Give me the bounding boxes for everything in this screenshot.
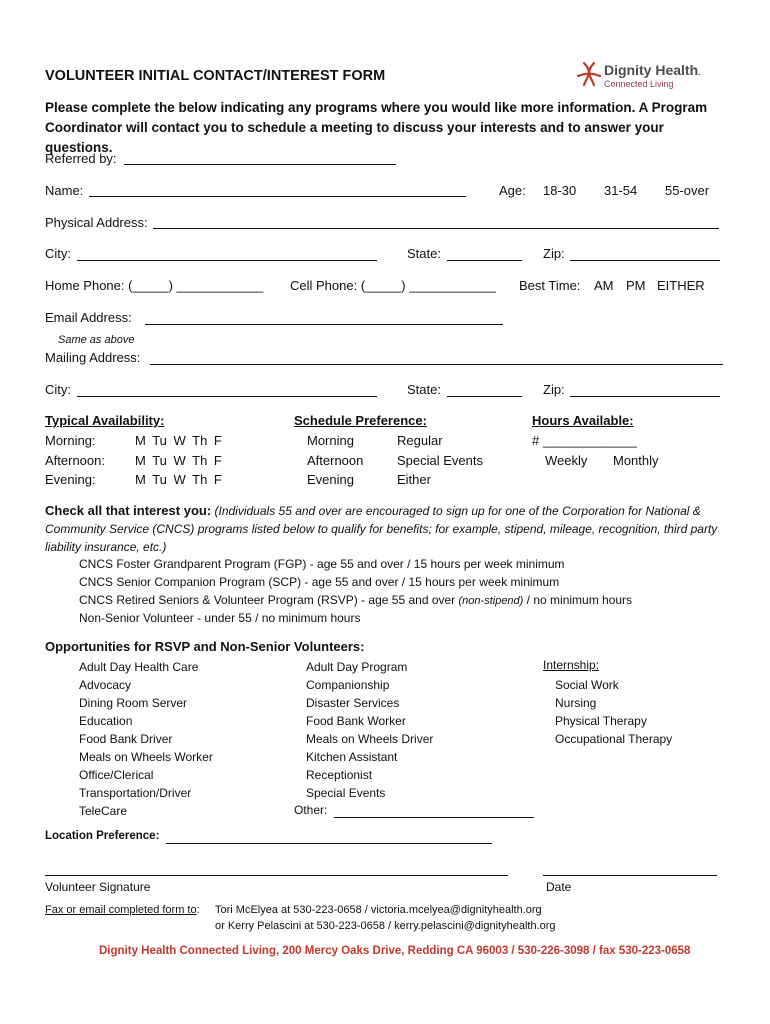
other-label: Other: xyxy=(294,803,328,817)
mailing-address-label: Mailing Address: xyxy=(45,350,141,365)
program-option-rsvp[interactable]: CNCS Retired Seniors & Volunteer Program (RSVP) - age 55 and over (non-stipend) / no minimum hours xyxy=(79,593,633,607)
location-preference-field[interactable] xyxy=(166,843,492,844)
opportunity-option[interactable]: Advocacy xyxy=(79,678,132,692)
internship-option[interactable]: Nursing xyxy=(555,696,597,710)
fax-instructions: Fax or email completed form to: xyxy=(45,904,200,916)
schedule-heading: Schedule Preference: xyxy=(294,413,427,428)
state-field[interactable] xyxy=(447,260,522,261)
availability-days[interactable]: M Tu W Th F xyxy=(135,472,222,487)
internship-heading: Internship: xyxy=(543,658,600,672)
opportunity-option[interactable]: Office/Clerical xyxy=(79,768,154,782)
dignity-health-logo xyxy=(576,60,706,94)
logo-subtitle: Connected Living xyxy=(604,79,674,89)
opportunity-option[interactable]: Transportation/Driver xyxy=(79,786,192,800)
mailing-zip-field[interactable] xyxy=(570,396,720,397)
age-option-18-30[interactable]: 18-30 xyxy=(543,183,577,198)
referred-by-field[interactable] xyxy=(124,164,396,165)
footer-address: Dignity Health Connected Living, 200 Mercy Oaks Drive, Redding CA 96003 / 530-226-3098 / fax 530-223-0658 xyxy=(99,945,691,957)
signature-label: Volunteer Signature xyxy=(45,880,151,894)
schedule-option[interactable]: Special Events xyxy=(397,453,483,468)
flower-logo-icon xyxy=(576,60,602,88)
availability-label: Morning: xyxy=(45,433,96,448)
fax-label: Fax or email completed form to xyxy=(45,904,197,916)
location-preference-label: Location Preference: xyxy=(45,830,160,842)
availability-label: Afternoon: xyxy=(45,453,105,468)
age-option-55-over[interactable]: 55-over xyxy=(665,183,710,198)
cell-phone-field[interactable]: Cell Phone: (_____) ____________ xyxy=(290,278,497,293)
opportunity-option[interactable]: Companionship xyxy=(306,678,390,692)
opportunity-option[interactable]: Disaster Services xyxy=(306,696,400,710)
interests-intro xyxy=(45,502,735,556)
interests-heading: Check all that interest you: xyxy=(45,503,212,518)
name-field[interactable] xyxy=(89,196,466,197)
schedule-option[interactable]: Either xyxy=(397,472,431,487)
best-time-am[interactable]: AM xyxy=(594,278,614,293)
mailing-state-field[interactable] xyxy=(447,396,522,397)
internship-option[interactable]: Occupational Therapy xyxy=(555,732,673,746)
schedule-option[interactable]: Evening xyxy=(307,472,354,487)
mailing-address-field[interactable] xyxy=(150,364,723,365)
email-label: Email Address: xyxy=(45,310,132,325)
city-label: City: xyxy=(45,246,71,261)
availability-label: Evening: xyxy=(45,472,96,487)
contact-kerry: or Kerry Pelascini at 530-223-0658 / kerry.pelascini@dignityhealth.org xyxy=(215,920,556,932)
form-title: VOLUNTEER INITIAL CONTACT/INTEREST FORM xyxy=(45,68,386,84)
availability-heading: Typical Availability: xyxy=(45,413,165,428)
program-option-fgp[interactable]: CNCS Foster Grandparent Program (FGP) - age 55 and over / 15 hours per week minimum xyxy=(79,557,565,571)
signature-field[interactable] xyxy=(45,875,508,876)
physical-address-label: Physical Address: xyxy=(45,215,148,230)
interests-note: (Individuals 55 and over are encouraged to sign up for one of the Corporation for National & Community Service (CNCS) programs listed below to qualify for benefits; for example, stipend, mileage, recognition, third party liability insurance, etc.) xyxy=(45,504,718,554)
zip-label: Zip: xyxy=(543,246,565,261)
program-option-non-senior[interactable]: Non-Senior Volunteer - under 55 / no minimum hours xyxy=(79,611,361,625)
physical-address-field[interactable] xyxy=(153,228,719,229)
date-field[interactable] xyxy=(543,875,717,876)
mailing-city-label: City: xyxy=(45,382,71,397)
mailing-state-label: State: xyxy=(407,382,441,397)
email-field[interactable] xyxy=(145,324,503,325)
opportunity-option[interactable]: Education xyxy=(79,714,133,728)
best-time-label: Best Time: xyxy=(519,278,581,293)
opportunity-option[interactable]: Meals on Wheels Worker xyxy=(79,750,213,764)
best-time-pm[interactable]: PM xyxy=(626,278,646,293)
other-field[interactable] xyxy=(334,817,534,818)
opportunity-option[interactable]: Food Bank Driver xyxy=(79,732,173,746)
internship-list xyxy=(555,676,672,748)
mailing-city-field[interactable] xyxy=(77,396,377,397)
hours-heading: Hours Available: xyxy=(532,413,634,428)
name-label: Name: xyxy=(45,183,84,198)
referred-by-label: Referred by: xyxy=(45,151,117,166)
program-option-scp[interactable]: CNCS Senior Companion Program (SCP) - age 55 and over / 15 hours per week minimum xyxy=(79,575,560,589)
opportunity-option[interactable]: Food Bank Worker xyxy=(306,714,406,728)
internship-option[interactable]: Social Work xyxy=(555,678,619,692)
mailing-zip-label: Zip: xyxy=(543,382,565,397)
city-field[interactable] xyxy=(77,260,377,261)
home-phone-field[interactable]: Home Phone: (_____) ____________ xyxy=(45,278,264,293)
hours-monthly-option[interactable]: Monthly xyxy=(613,453,659,468)
opportunity-option[interactable]: Adult Day Program xyxy=(306,660,408,674)
opportunity-option[interactable]: Dining Room Server xyxy=(79,696,188,710)
hours-weekly-option[interactable]: Weekly xyxy=(545,453,588,468)
age-option-31-54[interactable]: 31-54 xyxy=(604,183,638,198)
opportunities-col1 xyxy=(79,658,213,820)
opportunities-heading: Opportunities for RSVP and Non-Senior Volunteers: xyxy=(45,639,365,654)
same-as-above-option[interactable]: Same as above xyxy=(58,334,135,346)
opportunity-option[interactable]: Special Events xyxy=(306,786,386,800)
opportunities-col2 xyxy=(306,658,433,802)
availability-days[interactable]: M Tu W Th F xyxy=(135,433,222,448)
schedule-option[interactable]: Regular xyxy=(397,433,443,448)
best-time-either[interactable]: EITHER xyxy=(657,278,705,293)
opportunity-option[interactable]: Meals on Wheels Driver xyxy=(306,732,434,746)
contact-tori: Tori McElyea at 530-223-0658 / victoria.mcelyea@dignityhealth.org xyxy=(215,904,542,916)
age-label: Age: xyxy=(499,183,526,198)
internship-option[interactable]: Physical Therapy xyxy=(555,714,647,728)
state-label: State: xyxy=(407,246,441,261)
date-label: Date xyxy=(546,880,572,894)
zip-field[interactable] xyxy=(570,260,720,261)
schedule-option[interactable]: Morning xyxy=(307,433,354,448)
schedule-option[interactable]: Afternoon xyxy=(307,453,364,468)
hours-field[interactable]: # _____________ xyxy=(532,433,637,448)
instructions: Please complete the below indicating any programs where you would like more information. A Program Coordinator will contact you to schedule a meeting to discuss your interests and to answer your questions. xyxy=(45,100,708,155)
opportunity-option[interactable]: TeleCare xyxy=(79,804,128,818)
opportunity-option[interactable]: Adult Day Health Care xyxy=(79,660,199,674)
availability-days[interactable]: M Tu W Th F xyxy=(135,453,222,468)
opportunity-option[interactable]: Receptionist xyxy=(306,768,373,782)
opportunity-option[interactable]: Kitchen Assistant xyxy=(306,750,398,764)
logo-name: Dignity Health. xyxy=(604,62,701,78)
